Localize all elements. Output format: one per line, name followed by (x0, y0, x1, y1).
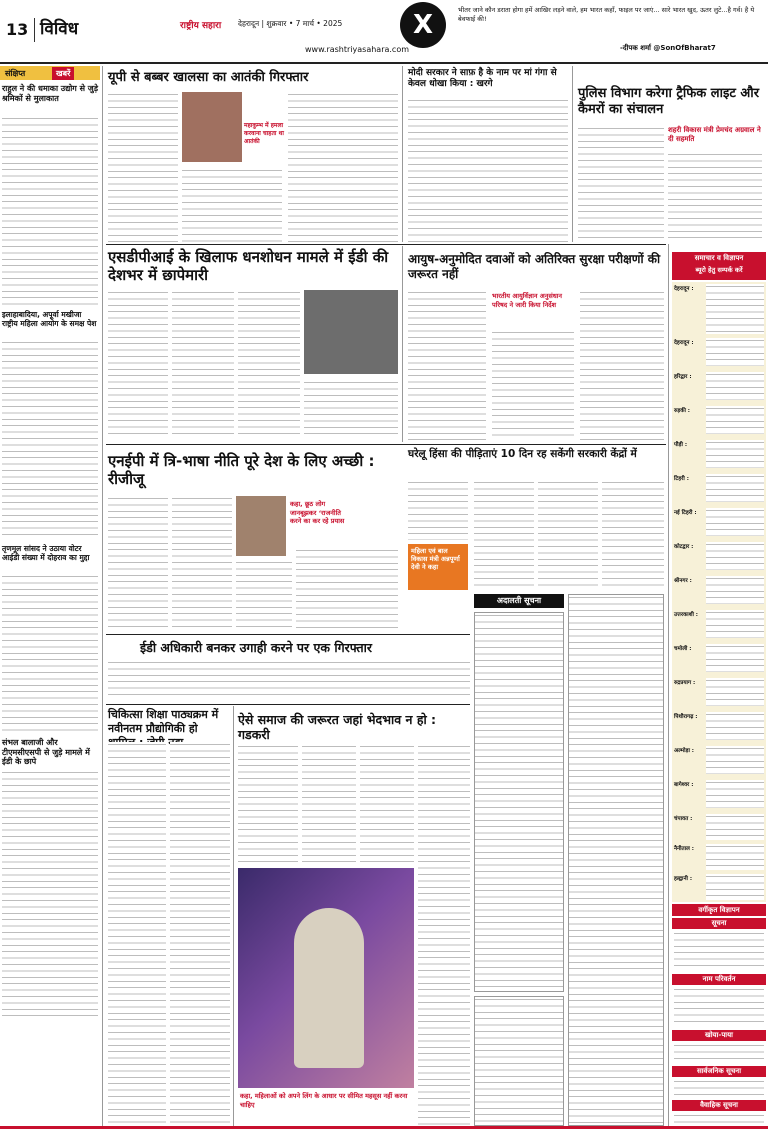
masthead: राष्ट्रीय सहारा (180, 21, 222, 31)
office-2: देहरादून : (674, 340, 694, 346)
photo-accused (182, 92, 242, 162)
body-nep-3 (236, 560, 292, 632)
page-number: 13 (6, 20, 29, 39)
box-gharelu-text: महिला एवं बाल विकास मंत्री अन्नपूर्णा देवी ने कहा (411, 547, 460, 571)
body-gharelu-2 (474, 480, 534, 590)
office-1: देहरादून : (674, 286, 694, 292)
body-sdpi-4 (304, 380, 398, 438)
pull-gadkari: कहा, महिलाओं को अपने लिंग के आधार पर सीमित महसूस नहीं करना चाहिए (240, 1092, 408, 1109)
court-notice-3 (568, 594, 664, 1126)
office-4: रुड़की : (674, 408, 690, 414)
caption-babbar: महाकुम्भ में हमला करवाना चाहता था आतंकी (244, 122, 284, 145)
subhead-traffic: शहरी विकास मंत्री प्रेमचंद अग्रवाल ने दी सहमति (668, 126, 761, 143)
court-notice-title: अदालती सूचना (496, 596, 542, 605)
office-15: बागेश्वर : (674, 782, 694, 788)
photo-rijiju (236, 496, 286, 556)
photo-gadkari (238, 868, 414, 1088)
body-gadkari-2 (302, 744, 356, 864)
brief-tag: संक्षिप्त (2, 68, 28, 79)
office-12: रुद्रप्रयाग : (674, 680, 696, 686)
body-gadkari-4 (418, 744, 470, 1126)
headline-traffic: पुलिस विभाग करेगा ट्रैफिक लाइट और कैमरों का संचालन (578, 86, 760, 117)
headline-nep: एनईपी में त्रि-भाषा नीति पूरे देश के लिए अच्छी : रीजीजू (108, 452, 375, 488)
brief-text-3 (2, 574, 98, 734)
classified-title: वर्गीकृत विज्ञापन (672, 904, 766, 916)
brief-title-4: संभल बालाजी और टीएमसीएसपी से जुड़े मामले में ईडी के छापे (2, 738, 90, 766)
office-8: कोटद्वार : (674, 544, 694, 550)
body-nep-2 (172, 496, 232, 632)
notice-title: सूचना (672, 918, 766, 929)
office-9: श्रीनगर : (674, 578, 692, 584)
quote-author: -दीपक शर्मा @SonOfBharat7 (620, 44, 716, 52)
section-title: विविध (40, 19, 79, 39)
brief-title-2: इलाहाबादिया, अपूर्वा मखीजा राष्ट्रीय महिला आयोग के समक्ष पेश (2, 310, 97, 328)
office-17: नैनीताल : (674, 846, 694, 852)
office-13: पिथौरागढ़ : (674, 714, 698, 720)
name-change-title: नाम परिवर्तन (672, 974, 766, 985)
office-18: हल्द्वानी : (674, 876, 693, 882)
body-medical-2 (170, 742, 230, 1126)
office-14: अल्मोड़ा : (674, 748, 694, 754)
office-6: टिहरी : (674, 476, 689, 482)
x-icon: X (412, 10, 434, 40)
body-gadkari-3 (360, 744, 414, 864)
brief-text-2 (2, 340, 98, 540)
headline-sdpi: एसडीपीआई के खिलाफ धनशोधन मामले में ईडी की देशभर में छापेमारी (108, 248, 389, 284)
brief-text-1 (2, 116, 98, 306)
headline-ayush: आयुष-अनुमोदित दवाओं को अतिरिक्त सुरक्षा परीक्षणों की जरूरत नहीं (408, 252, 661, 281)
x-logo (400, 2, 446, 48)
body-babbar-2 (182, 168, 282, 242)
website: www.rashtriyasahara.com (305, 45, 410, 54)
headline-babbar: यूपी से बब्बर खालसा का आतंकी गिरफ्तार (108, 70, 309, 85)
right-notices (672, 904, 766, 1126)
page-header (0, 0, 768, 60)
court-notice-header (474, 594, 564, 608)
body-gharelu-4 (602, 480, 664, 590)
photo-gadkari-figure (294, 908, 364, 1068)
lost-found-title: खोया-पाया (672, 1030, 766, 1041)
brief-text-4 (2, 770, 98, 1020)
contact-header-1: समाचार व विज्ञापन (694, 254, 744, 262)
court-notice-2 (474, 996, 564, 1126)
news-tag: खबरें (52, 67, 74, 80)
headline-medical: चिकित्सा शिक्षा पाठ्यक्रम में नवीनतम प्रौद्योगिकी हो (108, 708, 219, 735)
brief-title-3: तृणमूल सांसद ने उठाया वोटर आईडी संख्या में दोहराव का मुद्दा (2, 544, 90, 562)
headline-gharelu: घरेलू हिंसा की पीड़िताएं 10 दिन रह सकेंगी सरकारी केंद्रों में (408, 448, 637, 460)
contact-header (672, 252, 766, 280)
body-sdpi-1 (108, 290, 168, 438)
body-gharelu-3 (538, 480, 598, 590)
office-3: हरिद्वार : (674, 374, 692, 380)
body-ed-officer (108, 660, 470, 700)
body-ayush-2 (492, 330, 574, 440)
body-traffic-2 (668, 152, 762, 242)
body-ayush-3 (580, 290, 664, 440)
box-gharelu (408, 544, 468, 590)
office-11: चमोली : (674, 646, 692, 652)
photo-raid (304, 290, 398, 374)
body-gharelu-1 (408, 480, 468, 540)
office-16: चंपावत : (674, 816, 693, 822)
court-notice-1 (474, 612, 564, 992)
body-kharge (408, 98, 568, 242)
office-list (672, 282, 766, 902)
body-babbar-1 (108, 92, 178, 242)
office-10: उत्तरकाशी : (674, 612, 698, 618)
contact-header-2: ब्यूरो हेतु सम्पर्क करें (695, 266, 743, 274)
headline-ed-officer: ईडी अधिकारी बनकर उगाही करने पर एक गिरफ्तार (140, 640, 372, 655)
news-brief-column (0, 66, 100, 1126)
public-notice-title: सार्वजनिक सूचना (672, 1066, 766, 1077)
body-sdpi-2 (172, 290, 234, 438)
brief-title-1: राहुल ने की धमाका उद्योग से जुड़े श्रमिकों से मुलाकात (2, 84, 98, 103)
body-ayush-1 (408, 290, 486, 440)
body-sdpi-3 (238, 290, 300, 438)
subhead-ayush: भारतीय आयुर्विज्ञान अनुसंधान परिषद ने जारी किया निर्देश (492, 292, 563, 309)
marriage-notice-title: वैवाहिक सूचना (672, 1100, 766, 1111)
pull-nep: कहा, छूठ लोग जानबूझकर ‘राजनीति करने का कर रहे प्रयास (290, 500, 345, 525)
headline-kharge: मोदी सरकार ने साफ़ है के नाम पर मां गंगा से केवल धोखा किया : खरगे (408, 68, 557, 89)
body-traffic-1 (578, 126, 664, 242)
office-5: पौड़ी : (674, 442, 688, 448)
body-babbar-3 (288, 92, 398, 242)
body-nep-1 (108, 496, 168, 632)
body-nep-4 (296, 548, 398, 632)
header-quote: भीतर जाने कौन डराता होगा हमें आखिर लड़ने वाले, हम भारत कहाँ, फाइल पर जाएं... सारे भारत खुद, ऊतर लुटे...है गर्व। है ये बेवफाई की! (458, 6, 755, 23)
dateline: देहरादून | शुक्रवार • 7 मार्च • 2025 (238, 19, 343, 28)
body-medical-1 (108, 742, 166, 1126)
headline-gadkari: ऐसे समाज की जरूरत जहां भेदभाव न हो : गडकरी (238, 712, 437, 742)
office-7: नई टिहरी : (674, 510, 697, 516)
body-gadkari-1 (238, 744, 298, 864)
